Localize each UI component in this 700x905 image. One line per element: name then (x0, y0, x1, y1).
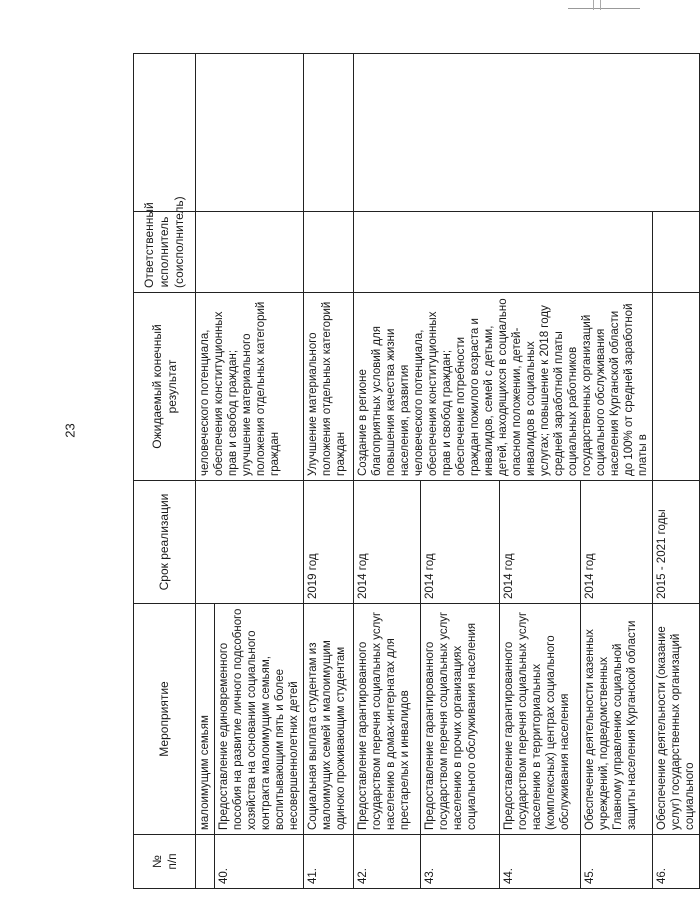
cell-period: 2019 год (304, 481, 354, 604)
cell-num: 45. (581, 835, 653, 889)
header-result: Ожидаемый конечный результат (134, 293, 196, 481)
page-number: 23 (62, 423, 78, 438)
cell-num: 44. (499, 835, 581, 889)
cell-event: Социальная выплата студентам из малоимущих семей и малоимущим одиноко проживающим студентам (304, 604, 354, 835)
cell-period: 2014 год (499, 481, 581, 604)
table-row (354, 54, 421, 889)
cell-extra (196, 54, 304, 212)
program-table (133, 53, 700, 889)
header-event: Мероприятие (134, 604, 196, 835)
header-period: Срок реализации (134, 481, 196, 604)
cell-responsible (304, 212, 354, 293)
cell-result (653, 293, 700, 481)
cell-event: Обеспечение деятельности (оказание услуг) государственных организаций социального (653, 604, 700, 835)
header-extra (134, 54, 196, 212)
header-num: № п/п (134, 835, 196, 889)
rotated-table-wrapper (133, 54, 696, 889)
table-row (196, 54, 215, 889)
table-header-row (134, 54, 196, 889)
cell-num: 42. (354, 835, 421, 889)
cell-num: 41. (304, 835, 354, 889)
cell-event: Обеспечение деятельности казенных учреждений, подведомственных Главному управлению социальной защиты населения Курганской области (581, 604, 653, 835)
cell-period: 2014 год (581, 481, 653, 604)
table-row (304, 54, 354, 889)
cell-num (196, 835, 215, 889)
top-edge-line (568, 8, 640, 9)
cell-extra (304, 54, 354, 212)
cell-responsible (653, 212, 700, 293)
cell-period: 2014 год (354, 481, 421, 604)
cell-period: 2014 год (421, 481, 499, 604)
cell-result: человеческого потенциала, обеспечения конституционных прав и свобод граждан; улучшение материального положения отдельных категорий граждан (196, 293, 304, 481)
cell-period (196, 481, 304, 604)
cell-extra (354, 54, 700, 212)
cell-responsible (196, 212, 304, 293)
cell-responsible (354, 212, 653, 293)
cell-num: 43. (421, 835, 499, 889)
cell-period: 2015 - 2021 годы (653, 481, 700, 604)
cell-num: 46. (653, 835, 700, 889)
cell-event: малоимущим семьям (196, 604, 215, 835)
cell-num: 40. (215, 835, 304, 889)
cell-result: Улучшение материального положения отдельных категорий граждан (304, 293, 354, 481)
cell-event: Предоставление гарантированного государством перечня социальных услуг населению в прочих организациях социального обслуживания населения (421, 604, 499, 835)
scan-mark (593, 0, 601, 10)
cell-event: Предоставление единовременного пособия на развитие личного подсобного хозяйства на основании социального контракта малоимущим семьям, воспитывающим пять и более несовершеннолетних детей (215, 604, 304, 835)
header-responsible: Ответственный исполнитель (соисполнитель) (134, 212, 196, 293)
cell-event: Предоставление гарантированного государством перечня социальных услуг населению в домах-интернатах для престарелых и инвалидов (354, 604, 421, 835)
cell-event: Предоставление гарантированного государством перечня социальных услуг населению в территориальных (комплексных) центрах социального обслуживания населения (499, 604, 581, 835)
cell-result: Создание в регионе благоприятных условий для повышения качества жизни населения, развития человеческого потенциала, обеспечения конституционных прав и свобод граждан; обеспечение потребности граждан пожилого возраста и инвалидов, семей с детьми, детей, находящихся в социально опасном положении, детей-инвалидов в социальных услугах; повышение к 2018 году средней заработной платы социальных работников государственных организаций социального обслуживания населения Курганской области до 100% от средней заработной платы в (354, 293, 653, 481)
